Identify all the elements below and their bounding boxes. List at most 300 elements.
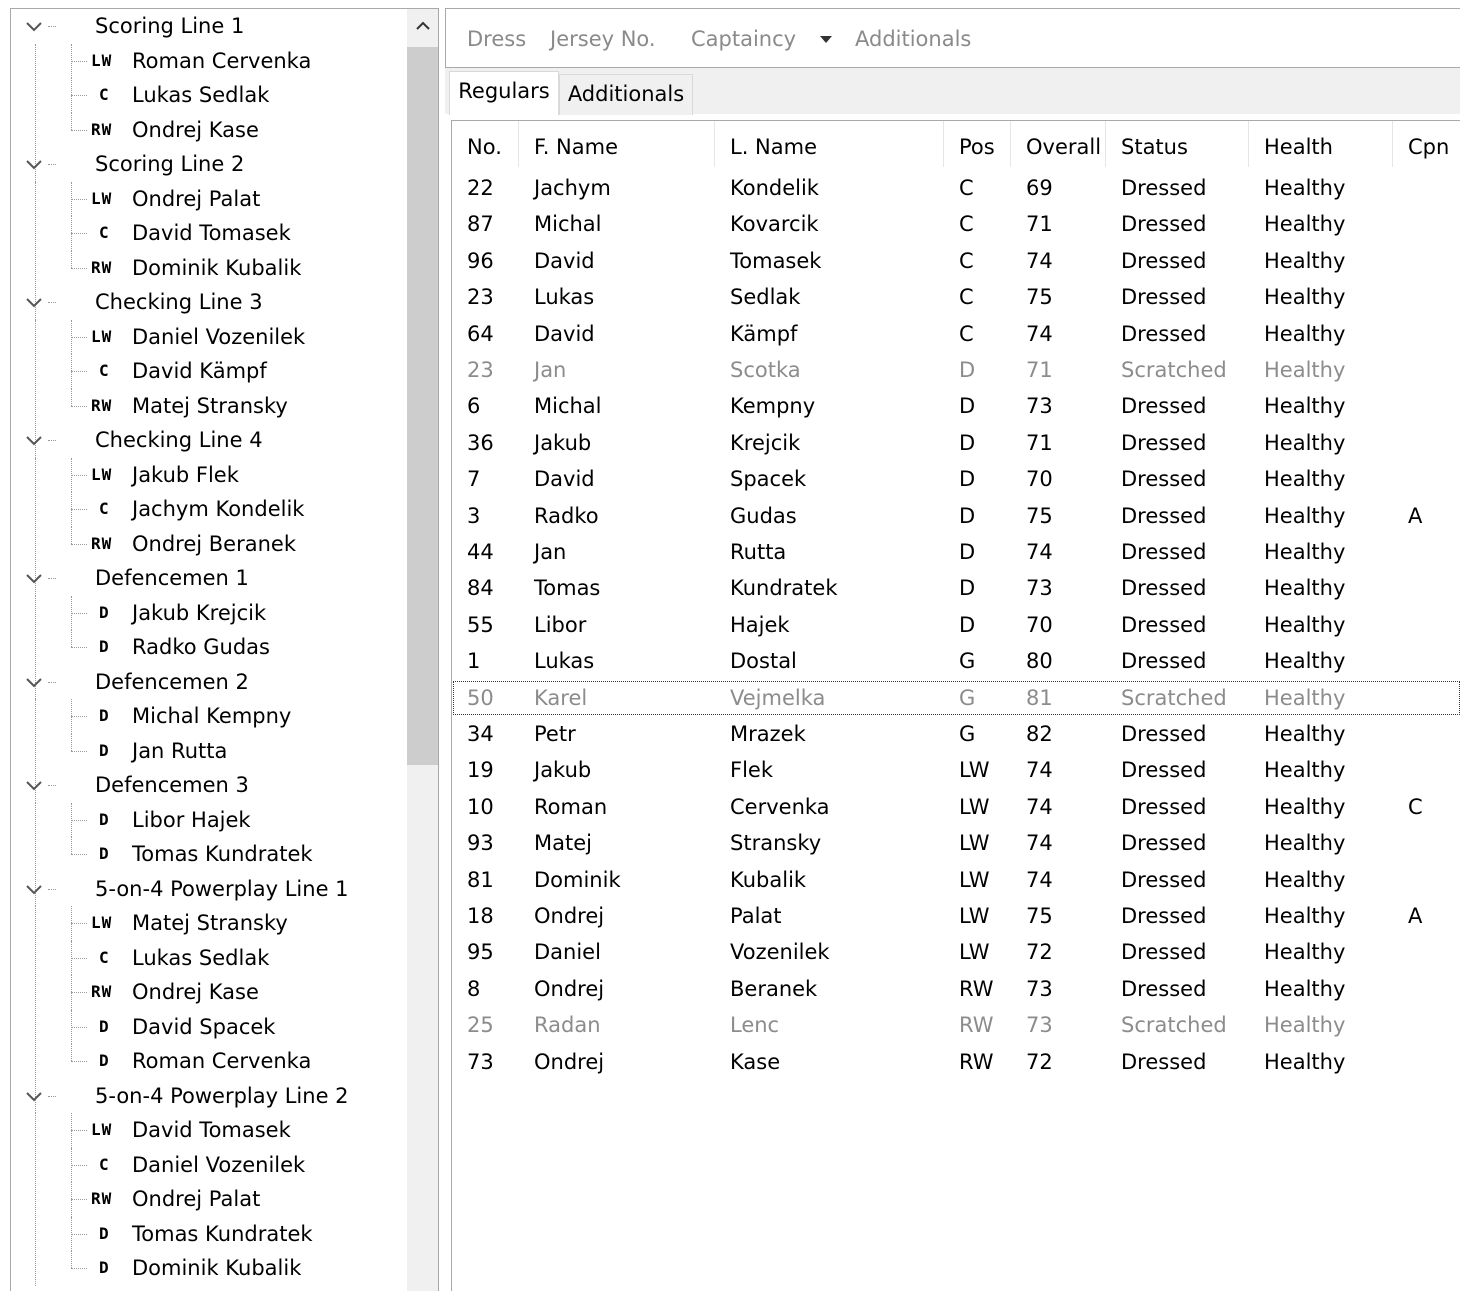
tree-player-name: Lukas Sedlak — [132, 945, 270, 970]
col-health-cell: Healthy — [1264, 430, 1346, 455]
col-first-name-cell: Jakub — [534, 430, 592, 455]
captaincy-button[interactable]: Captaincy — [691, 27, 797, 51]
tree-player-item[interactable] — [11, 1148, 406, 1183]
col-status-cell: Dressed — [1121, 904, 1207, 928]
col-first-name-cell: Jan — [534, 358, 567, 382]
tree-player-name: Roman Cervenka — [132, 1049, 312, 1073]
tree-player-item[interactable] — [11, 941, 406, 976]
col-number-cell: 23 — [467, 358, 494, 382]
chevron-down-icon[interactable] — [24, 294, 44, 310]
col-number-cell: 1 — [467, 649, 481, 674]
tree-player-item[interactable] — [11, 527, 406, 562]
col-health-cell: Healthy — [1264, 212, 1346, 237]
tree-connector — [71, 371, 87, 372]
tab-regulars[interactable]: Regulars — [449, 71, 559, 115]
tree-player-name: David Spacek — [132, 1014, 276, 1039]
tree-group-row[interactable] — [11, 9, 406, 44]
position-code: D — [99, 1016, 110, 1036]
table-row[interactable] — [452, 643, 1460, 679]
table-row[interactable] — [452, 1007, 1460, 1043]
table-row[interactable] — [452, 825, 1460, 861]
tree-player-name: Dominik Kubalik — [132, 255, 302, 280]
tree-player-name: Ondrej Beranek — [132, 531, 296, 556]
col-first-name-cell: Ondrej — [534, 976, 605, 1001]
tree-group-children — [11, 803, 406, 872]
table-row[interactable] — [452, 243, 1460, 279]
col-last-name-cell: Flek — [730, 758, 773, 783]
tree-group-row[interactable] — [11, 1079, 406, 1114]
col-position-cell: D — [959, 358, 976, 382]
col-number-cell: 84 — [467, 576, 494, 601]
col-overall-cell: 74 — [1026, 758, 1053, 783]
tree-player-item[interactable] — [11, 1044, 406, 1079]
table-row[interactable] — [452, 534, 1460, 570]
col-last-name-cell: Sedlak — [730, 285, 801, 310]
col-overall-cell: 70 — [1026, 612, 1053, 637]
chevron-down-icon[interactable] — [24, 674, 44, 690]
table-row[interactable] — [452, 352, 1460, 388]
col-health-cell: Healthy — [1264, 940, 1346, 965]
tree-player-item[interactable] — [11, 113, 406, 148]
position-code: D — [99, 844, 110, 863]
grid-header — [452, 121, 1460, 167]
tree-group-row[interactable] — [11, 665, 406, 700]
col-overall-cell: 73 — [1026, 976, 1053, 1001]
col-number-cell: 36 — [467, 430, 494, 455]
tree-player-item[interactable] — [11, 699, 406, 734]
tree-player-item[interactable] — [11, 320, 406, 355]
col-health-cell: Healthy — [1264, 248, 1346, 273]
col-first-name-cell: Karel — [534, 685, 588, 710]
col-overall-cell: 72 — [1026, 1049, 1053, 1074]
col-status-cell: Scratched — [1121, 1013, 1227, 1038]
tree-scrollbar[interactable] — [407, 9, 438, 1291]
tree-connector — [71, 751, 87, 752]
col-status-cell: Dressed — [1121, 976, 1207, 1001]
table-row[interactable] — [452, 752, 1460, 788]
tree-player-name: Roman Cervenka — [132, 48, 312, 73]
col-overall-cell: 73 — [1026, 576, 1053, 601]
tree-group-children — [11, 699, 406, 768]
position-code: C — [99, 947, 110, 967]
col-status-cell: Dressed — [1121, 540, 1207, 564]
tree-player-name: David Tomasek — [132, 1118, 291, 1142]
col-number-cell: 81 — [467, 867, 494, 892]
col-health-cell: Healthy — [1264, 176, 1346, 200]
tree-connector — [71, 475, 87, 476]
col-last-name-cell: Cervenka — [730, 794, 830, 819]
tree-player-name: Tomas Kundratek — [132, 1221, 313, 1246]
col-last-name-cell: Kubalik — [730, 867, 807, 892]
chevron-down-icon[interactable] — [24, 881, 44, 897]
col-first-name-cell: Michal — [534, 212, 602, 237]
table-row[interactable] — [452, 716, 1460, 752]
tree-player-item[interactable] — [11, 216, 406, 251]
col-number-cell: 64 — [467, 321, 494, 346]
col-last-name-cell: Kundratek — [730, 576, 838, 601]
tree-group-children — [11, 320, 406, 424]
tree-connector — [48, 682, 56, 683]
position-code: RW — [91, 533, 113, 553]
position-code: LW — [91, 464, 113, 484]
col-first-name-header[interactable]: F. Name — [519, 121, 715, 167]
tree-player-item[interactable] — [11, 354, 406, 389]
col-number-cell: 25 — [467, 1013, 494, 1038]
tree-player-item[interactable] — [11, 975, 406, 1010]
table-row[interactable] — [452, 570, 1460, 606]
table-row[interactable] — [452, 388, 1460, 424]
col-last-name-cell: Kondelik — [730, 176, 819, 200]
tree-player-item[interactable] — [11, 78, 406, 113]
position-code: C — [99, 85, 110, 104]
col-health-cell: Healthy — [1264, 540, 1346, 564]
tree-scroll-thumb[interactable] — [407, 47, 438, 765]
col-number-cell: 34 — [467, 722, 494, 746]
position-code: D — [99, 1223, 110, 1243]
col-number-cell: 73 — [467, 1049, 494, 1074]
col-number-cell: 44 — [467, 540, 494, 564]
chevron-down-icon[interactable] — [24, 156, 44, 172]
position-code: C — [99, 499, 110, 518]
table-row[interactable] — [452, 789, 1460, 825]
col-number-cell: 19 — [467, 758, 494, 783]
position-code: RW — [91, 119, 113, 139]
tree-connector — [48, 785, 56, 786]
col-status-cell: Dressed — [1121, 612, 1207, 637]
col-position-cell: D — [959, 612, 976, 637]
tree-connector — [71, 251, 72, 268]
position-code: C — [99, 223, 110, 242]
table-row[interactable] — [452, 607, 1460, 643]
tree-player-name: Jachym Kondelik — [132, 497, 305, 521]
dropdown-arrow-icon[interactable] — [820, 36, 832, 43]
tree-connector — [71, 613, 87, 614]
tree-connector — [48, 440, 56, 441]
tree-player-name: Matej Stransky — [132, 393, 288, 418]
col-position-header[interactable]: Pos — [944, 121, 1011, 167]
col-number-cell: 55 — [467, 612, 494, 637]
col-position-cell: RW — [959, 1049, 994, 1074]
tree-connector — [71, 820, 87, 821]
col-first-name-cell: Jan — [534, 540, 567, 564]
toolbar — [445, 8, 1460, 68]
position-code: LW — [91, 913, 113, 932]
col-last-name-cell: Hajek — [730, 612, 790, 637]
chevron-down-icon[interactable] — [24, 432, 44, 448]
tree-connector — [71, 630, 72, 647]
col-health-cell: Healthy — [1264, 358, 1346, 382]
col-position-cell: D — [959, 394, 976, 419]
tree-player-item[interactable] — [11, 596, 406, 631]
tree-group-row[interactable] — [11, 872, 406, 907]
table-row[interactable] — [452, 680, 1460, 716]
col-status-cell: Dressed — [1121, 430, 1207, 455]
additionals-button[interactable]: Additionals — [855, 27, 972, 51]
col-first-name-cell: Jakub — [534, 758, 592, 783]
tree-group-row[interactable] — [11, 768, 406, 803]
col-status-cell: Dressed — [1121, 867, 1207, 892]
col-number-cell: 10 — [467, 794, 494, 819]
tree-player-item[interactable] — [11, 458, 406, 493]
tree-group-row[interactable] — [11, 147, 406, 182]
tree-connector — [48, 578, 56, 579]
col-first-name-cell: David — [534, 248, 595, 273]
tree-player-name: Jakub Flek — [132, 462, 239, 487]
col-status-cell: Dressed — [1121, 321, 1207, 346]
col-overall-cell: 74 — [1026, 540, 1053, 564]
position-code: D — [99, 602, 110, 622]
position-code: LW — [91, 1120, 113, 1139]
tree-group — [11, 147, 406, 285]
col-status-cell: Dressed — [1121, 212, 1207, 237]
table-row[interactable] — [452, 934, 1460, 970]
col-health-cell: Healthy — [1264, 612, 1346, 637]
col-status-cell: Dressed — [1121, 503, 1207, 528]
tree-group-children — [11, 1113, 406, 1286]
col-overall-cell: 74 — [1026, 867, 1053, 892]
col-overall-cell: 74 — [1026, 248, 1053, 273]
tree-connector — [71, 527, 72, 544]
tree-player-name: David Tomasek — [132, 221, 291, 245]
tree-group-row[interactable] — [11, 561, 406, 596]
col-number-cell: 3 — [467, 503, 481, 528]
tree-connector — [71, 389, 72, 406]
tree-player-item[interactable] — [11, 1010, 406, 1045]
col-first-name-cell: David — [534, 467, 595, 492]
col-first-name-cell: Tomas — [534, 576, 601, 601]
position-code: RW — [91, 395, 113, 415]
table-row[interactable] — [452, 461, 1460, 497]
col-status-header[interactable]: Status — [1106, 121, 1249, 167]
tree-connector — [48, 889, 56, 890]
col-first-name-cell: Matej — [534, 831, 592, 856]
tree-player-item[interactable] — [11, 492, 406, 527]
table-row[interactable] — [452, 279, 1460, 315]
scroll-up-icon[interactable] — [407, 9, 438, 47]
tree-player-item[interactable] — [11, 44, 406, 79]
tree-connector — [71, 1199, 87, 1200]
col-health-cell: Healthy — [1264, 394, 1346, 419]
position-code: D — [99, 740, 110, 760]
table-row[interactable] — [452, 498, 1460, 534]
tree-group-children — [11, 906, 406, 1079]
col-first-name-cell: Ondrej — [534, 904, 605, 928]
tree-connector — [48, 26, 56, 27]
tree-group-children — [11, 458, 406, 562]
tab-additionals[interactable]: Additionals — [559, 74, 693, 115]
col-position-cell: G — [959, 722, 976, 746]
col-status-cell: Dressed — [1121, 467, 1207, 492]
tree-list — [11, 9, 406, 1286]
tree-group-label: 5-on-4 Powerplay Line 1 — [95, 876, 349, 901]
dress-button[interactable]: Dress — [467, 27, 527, 51]
tree-player-item[interactable] — [11, 1113, 406, 1148]
col-last-name-cell: Spacek — [730, 467, 807, 492]
tree-player-item[interactable] — [11, 389, 406, 424]
tree-player-item[interactable] — [11, 837, 406, 872]
position-code: D — [99, 809, 110, 829]
table-row[interactable] — [452, 425, 1460, 461]
col-position-cell: D — [959, 540, 976, 564]
tree-connector — [71, 1268, 87, 1269]
col-first-name-cell: Michal — [534, 394, 602, 419]
table-row[interactable] — [452, 316, 1460, 352]
tree-connector — [71, 61, 87, 62]
tree-connector — [71, 992, 87, 993]
col-position-cell: LW — [959, 831, 990, 856]
table-row[interactable] — [452, 862, 1460, 898]
position-code: D — [99, 706, 110, 725]
col-last-name-header[interactable]: L. Name — [715, 121, 944, 167]
tree-player-item[interactable] — [11, 251, 406, 286]
col-health-header[interactable]: Health — [1249, 121, 1393, 167]
col-first-name-cell: Daniel — [534, 940, 601, 965]
tree-player-item[interactable] — [11, 1217, 406, 1252]
tree-connector — [71, 647, 87, 648]
col-health-cell: Healthy — [1264, 503, 1346, 528]
col-position-cell: C — [959, 285, 974, 310]
tree-group-children — [11, 182, 406, 286]
tree-group-row[interactable] — [11, 285, 406, 320]
tree-player-item[interactable] — [11, 630, 406, 665]
table-row[interactable] — [452, 1044, 1460, 1080]
col-captaincy-header[interactable]: Cpn — [1393, 121, 1460, 167]
position-code: LW — [91, 50, 113, 70]
col-overall-header[interactable]: Overall — [1011, 121, 1106, 167]
position-code: C — [99, 1154, 110, 1174]
col-status-cell: Scratched — [1121, 685, 1227, 710]
col-health-cell: Healthy — [1264, 467, 1346, 492]
col-last-name-cell: Lenc — [730, 1013, 780, 1038]
col-position-cell: D — [959, 576, 976, 601]
roster-grid[interactable] — [451, 120, 1460, 1291]
col-last-name-cell: Vejmelka — [730, 685, 826, 710]
col-overall-cell: 74 — [1026, 831, 1053, 856]
tree-group — [11, 285, 406, 423]
chevron-down-icon[interactable] — [24, 1088, 44, 1104]
tree-player-item[interactable] — [11, 182, 406, 217]
tree-player-name: Ondrej Kase — [132, 117, 259, 142]
tree-connector — [71, 1061, 87, 1062]
col-health-cell: Healthy — [1264, 285, 1346, 310]
col-status-cell: Dressed — [1121, 576, 1207, 601]
position-code: C — [99, 361, 110, 380]
tree-player-name: Matej Stransky — [132, 911, 288, 935]
col-overall-cell: 75 — [1026, 904, 1053, 928]
tree-connector — [71, 1027, 87, 1028]
tree-connector — [71, 734, 72, 751]
table-row[interactable] — [452, 170, 1460, 206]
col-number-cell: 95 — [467, 940, 494, 965]
table-row[interactable] — [452, 898, 1460, 934]
chevron-down-icon[interactable] — [24, 18, 44, 34]
tree-connector — [71, 544, 87, 545]
tree-group-children — [11, 596, 406, 665]
col-health-cell: Healthy — [1264, 722, 1346, 746]
col-last-name-cell: Palat — [730, 904, 782, 928]
col-number-cell: 18 — [467, 904, 494, 928]
tree-player-item[interactable] — [11, 734, 406, 769]
tree-player-item[interactable] — [11, 1251, 406, 1286]
col-overall-cell: 71 — [1026, 430, 1053, 455]
col-last-name-cell: Kovarcik — [730, 212, 819, 237]
col-last-name-cell: Dostal — [730, 649, 797, 674]
tree-group — [11, 1079, 406, 1286]
col-last-name-cell: Kämpf — [730, 321, 798, 346]
col-number-cell: 6 — [467, 394, 481, 419]
chevron-down-icon[interactable] — [24, 570, 44, 586]
tree-player-name: Libor Hajek — [132, 807, 251, 832]
col-health-cell: Healthy — [1264, 976, 1346, 1001]
col-last-name-cell: Kase — [730, 1049, 781, 1074]
col-status-cell: Dressed — [1121, 1049, 1207, 1074]
col-overall-cell: 73 — [1026, 1013, 1053, 1038]
col-first-name-cell: Lukas — [534, 285, 595, 310]
col-last-name-cell: Kempny — [730, 394, 816, 419]
col-position-cell: D — [959, 430, 976, 455]
col-position-cell: LW — [959, 904, 990, 928]
jersey-number-button[interactable]: Jersey No. — [550, 27, 656, 51]
position-code: RW — [91, 257, 113, 277]
col-status-cell: Dressed — [1121, 794, 1207, 819]
tree-group-label: Checking Line 4 — [95, 428, 263, 452]
col-overall-cell: 70 — [1026, 467, 1053, 492]
col-last-name-cell: Scotka — [730, 358, 801, 382]
col-first-name-cell: Dominik — [534, 867, 621, 892]
position-code: LW — [91, 188, 113, 208]
col-first-name-cell: Radko — [534, 503, 599, 528]
table-row[interactable] — [452, 206, 1460, 242]
col-first-name-cell: Libor — [534, 612, 587, 637]
tree-group — [11, 768, 406, 872]
col-position-cell: G — [959, 685, 976, 710]
tree-player-name: Ondrej Palat — [132, 1187, 261, 1211]
tree-player-name: David Kämpf — [132, 359, 267, 383]
col-last-name-cell: Tomasek — [730, 248, 822, 273]
tree-connector — [71, 337, 87, 338]
lines-tree[interactable] — [10, 8, 439, 1291]
col-overall-cell: 71 — [1026, 212, 1053, 237]
tree-connector — [48, 302, 56, 303]
tree-player-item[interactable] — [11, 906, 406, 941]
position-code: D — [99, 637, 110, 656]
tree-player-name: Ondrej Palat — [132, 186, 261, 211]
tree-group-label: Defencemen 3 — [95, 773, 249, 797]
col-number-cell: 8 — [467, 976, 481, 1001]
tree-player-item[interactable] — [11, 803, 406, 838]
tree-connector — [71, 509, 87, 510]
col-number-cell: 23 — [467, 285, 494, 310]
col-number-header[interactable]: No. — [452, 121, 519, 167]
chevron-down-icon[interactable] — [24, 777, 44, 793]
tree-player-item[interactable] — [11, 1182, 406, 1217]
tree-player-name: Radko Gudas — [132, 635, 270, 659]
col-status-cell: Dressed — [1121, 394, 1207, 419]
col-first-name-cell: Jachym — [534, 176, 611, 200]
position-code: RW — [91, 1189, 113, 1208]
table-row[interactable] — [452, 971, 1460, 1007]
col-status-cell: Scratched — [1121, 358, 1227, 382]
col-health-cell: Healthy — [1264, 831, 1346, 856]
col-last-name-cell: Mrazek — [730, 722, 806, 746]
tree-connector — [71, 1251, 72, 1268]
tree-connector — [71, 1234, 87, 1235]
col-last-name-cell: Beranek — [730, 976, 818, 1001]
col-position-cell: G — [959, 649, 976, 674]
col-status-cell: Dressed — [1121, 722, 1207, 746]
tree-group-row[interactable] — [11, 423, 406, 458]
col-health-cell: Healthy — [1264, 649, 1346, 674]
